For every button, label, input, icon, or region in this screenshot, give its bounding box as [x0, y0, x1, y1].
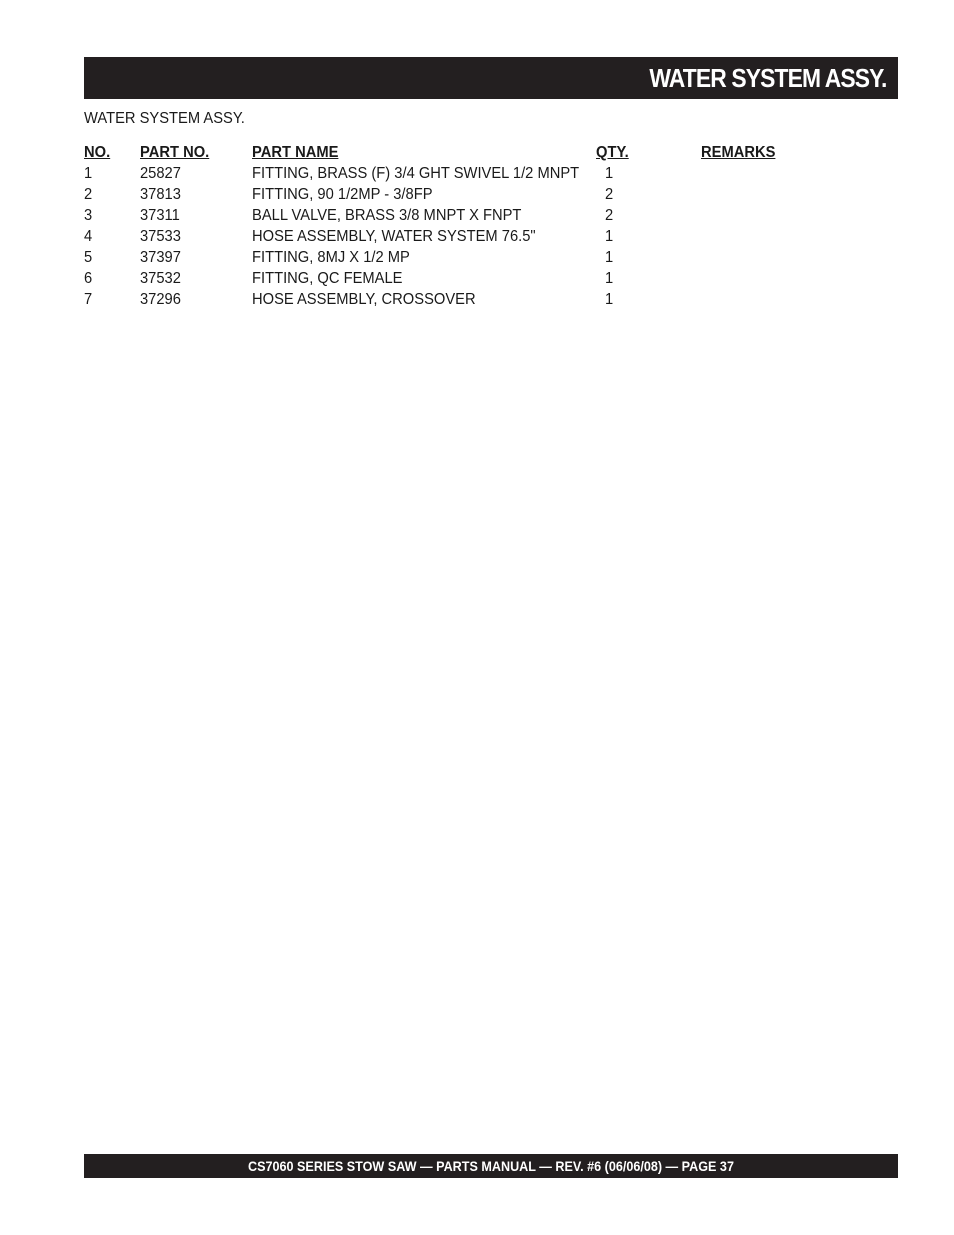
row-part-name: FITTING, 90 1/2MP - 3/8FP	[252, 186, 433, 203]
row-qty: 2	[605, 207, 614, 224]
row-part-no: 37296	[140, 291, 181, 308]
row-qty: 1	[605, 228, 614, 245]
table-row	[84, 184, 804, 205]
row-part-no: 37311	[140, 207, 180, 224]
row-part-no: 37813	[140, 186, 181, 203]
row-qty: 2	[605, 186, 614, 203]
row-no: 7	[84, 291, 93, 308]
table-row	[84, 289, 804, 310]
row-no: 3	[84, 207, 93, 224]
table-row	[84, 226, 804, 247]
row-part-name: FITTING, QC FEMALE	[252, 270, 403, 287]
row-part-name: FITTING, BRASS (F) 3/4 GHT SWIVEL 1/2 MNPT	[252, 165, 580, 182]
page-title: WATER SYSTEM ASSY.	[648, 62, 886, 93]
table-header-row	[84, 142, 804, 163]
row-part-no: 37532	[140, 270, 181, 287]
column-header-remarks: REMARKS	[701, 144, 776, 161]
row-no: 5	[84, 249, 93, 266]
row-part-no: 25827	[140, 165, 181, 182]
row-no: 6	[84, 270, 93, 287]
row-qty: 1	[605, 270, 614, 287]
column-header-qty: QTY.	[596, 144, 629, 161]
row-part-no: 37397	[140, 249, 181, 266]
page-footer-bar	[84, 1154, 898, 1178]
section-title: WATER SYSTEM ASSY.	[84, 110, 245, 127]
page-header-bar	[84, 57, 898, 99]
row-qty: 1	[605, 165, 614, 182]
table-row	[84, 205, 804, 226]
table-row	[84, 163, 804, 184]
row-qty: 1	[605, 291, 614, 308]
column-header-part-name: PART NAME	[252, 144, 339, 161]
row-part-name: HOSE ASSEMBLY, CROSSOVER	[252, 291, 476, 308]
row-qty: 1	[605, 249, 614, 266]
column-header-no: NO.	[84, 144, 111, 161]
column-header-part-no: PART NO.	[140, 144, 210, 161]
parts-table	[84, 142, 804, 310]
row-part-name: HOSE ASSEMBLY, WATER SYSTEM 76.5"	[252, 228, 536, 245]
row-no: 1	[84, 165, 93, 182]
row-part-no: 37533	[140, 228, 181, 245]
table-row	[84, 247, 804, 268]
row-part-name: BALL VALVE, BRASS 3/8 MNPT X FNPT	[252, 207, 522, 224]
row-no: 2	[84, 186, 93, 203]
row-part-name: FITTING, 8MJ X 1/2 MP	[252, 249, 410, 266]
footer-text: CS7060 SERIES STOW SAW — PARTS MANUAL — REV. #6 (06/06/08) — PAGE 37	[248, 1158, 734, 1174]
row-no: 4	[84, 228, 93, 245]
table-row	[84, 268, 804, 289]
